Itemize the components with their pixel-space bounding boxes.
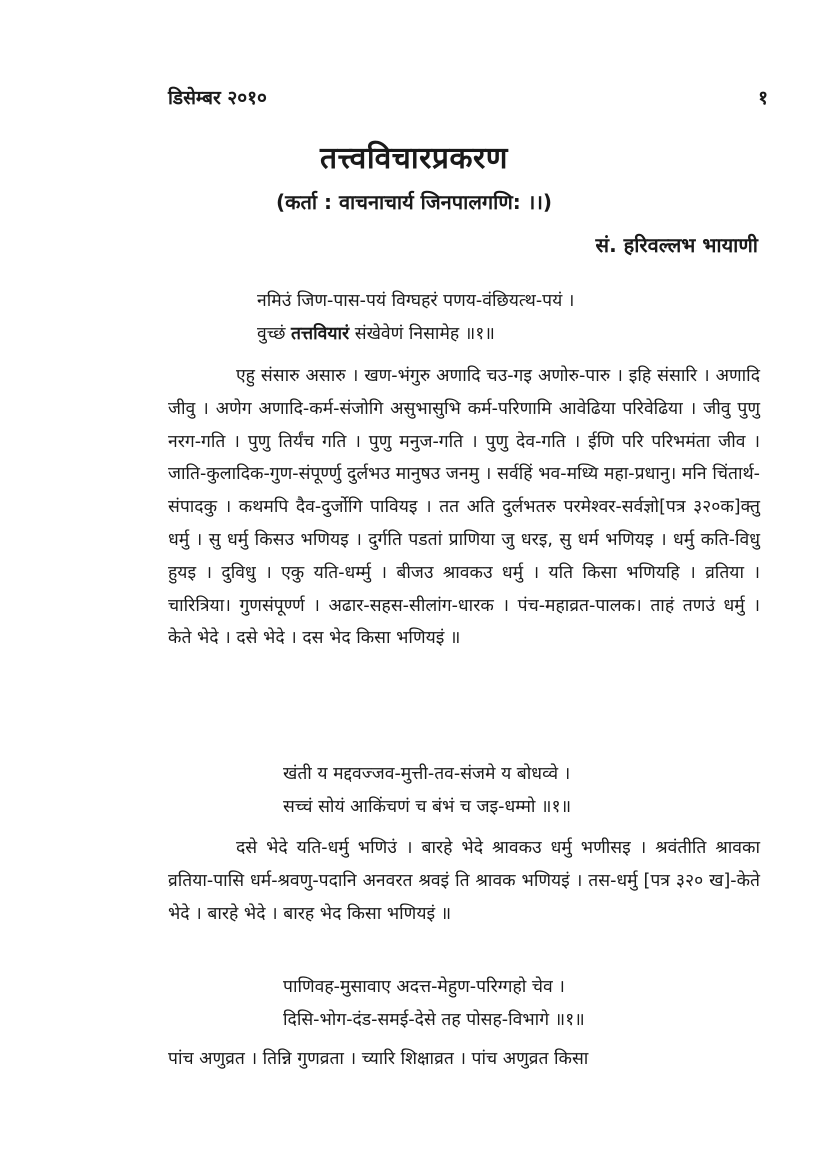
- editor-credit: सं. हरिवल्लभ भायाणी: [595, 233, 758, 257]
- document-subtitle: (कर्ता : वाचनाचार्य जिनपालगणि: ।।): [275, 190, 553, 214]
- verse-yati-dharma: [0, 758, 828, 824]
- page-number: १: [758, 87, 768, 109]
- verse-line: पाणिवह-मुसावाए अदत्त-मेहुण-परिग्गहो चेव ।: [283, 977, 565, 997]
- verse-line: नमिउं जिण-पास-पयं विग्घहरं पणय-वंछियत्थ-पयं ।: [257, 291, 575, 311]
- verse-shravaka-dharma: [0, 971, 828, 1037]
- verse-keyword: तत्तवियारं: [291, 324, 350, 344]
- verse-text: वुच्छं: [257, 324, 292, 344]
- document-title: तत्त्वविचारप्रकरण: [320, 141, 508, 176]
- verse-line: खंती य मद्दवज्जव-मुत्ती-तव-संजमे य बोधव्वे ।: [283, 764, 571, 784]
- prose-paragraph: पांच अणुव्रत । तिन्नि गुणव्रता । च्यारि शिक्षाव्रत । पांच अणुव्रत किसा: [168, 1049, 589, 1069]
- page-header-date: डिसेम्बर २०१०: [168, 87, 267, 109]
- verse-text: संखेवेणं निसामेह ॥१॥: [349, 324, 495, 344]
- verse-line: सच्चं सोयं आकिंचणं च बंभं च जइ-धम्मो ॥१॥: [283, 797, 572, 817]
- prose-paragraph: एहु संसारु असारु । खण-भंगुरु अणादि चउ-गइ अणोरु-पारु । इहि संसारि । अणादि जीवु । अणेग अणादि-कर्म-संजोगि असुभासुभि कर्म-परिणामि आवेढिया परिवेढिया । जीवु पुणु नरग-गति । पुणु तिर्यंच गति । पुणु मनुज-गति । पुणु देव-गति । ईणि परि परिभमंता जीव । जाति-कुलादिक-गुण-संपूर्ण्णु दुर्लभउ मानुषउ जनमु । सर्वहिं भव-मध्यि महा-प्रधानु। मनि चिंतार्थ-संपादकु । कथमपि दैव-दुर्जोगि पावियइ । तत अति दुर्लभतरु परमेश्वर-सर्वज्ञो[पत्र ३२०क]क्तु धर्मु । सु धर्मु किसउ भणियइ । दुर्गति पडतां प्राणिया जु धरइ, सु धर्म भणियइ । धर्मु कति-विधु हुयइ । दुविधु । एकु यति-धर्म्मु । बीजउ श्रावकउ धर्मु । यति किसा भणियहि । व्रतिया । चारित्रिया। गुणसंपूर्ण्ण । अढार-सहस-सीलांग-धारक । पंच-महाव्रत-पालक। ताहं तणउं धर्मु । केते भेदे । दसे भेदे । दस भेद किसा भणियइं ॥: [168, 366, 760, 649]
- verse-line: दिसि-भोग-दंड-समई-देसे तह पोसह-विभागे ॥१॥: [283, 1010, 585, 1030]
- verse-line: [257, 318, 828, 351]
- verse-invocation: [0, 285, 828, 351]
- prose-paragraph: दसे भेदे यति-धर्मु भणिउं । बारहे भेदे श्रावकउ धर्मु भणीसइ । श्रवंतीति श्रावका व्रतिया-पासि धर्म-श्रवणु-पदानि अनवरत श्रवइं ति श्रावक भणियइं । तस-धर्मु [पत्र ३२० ख]-केते भेदे । बारहे भेदे । बारह भेद किसा भणियइं ॥: [168, 838, 760, 924]
